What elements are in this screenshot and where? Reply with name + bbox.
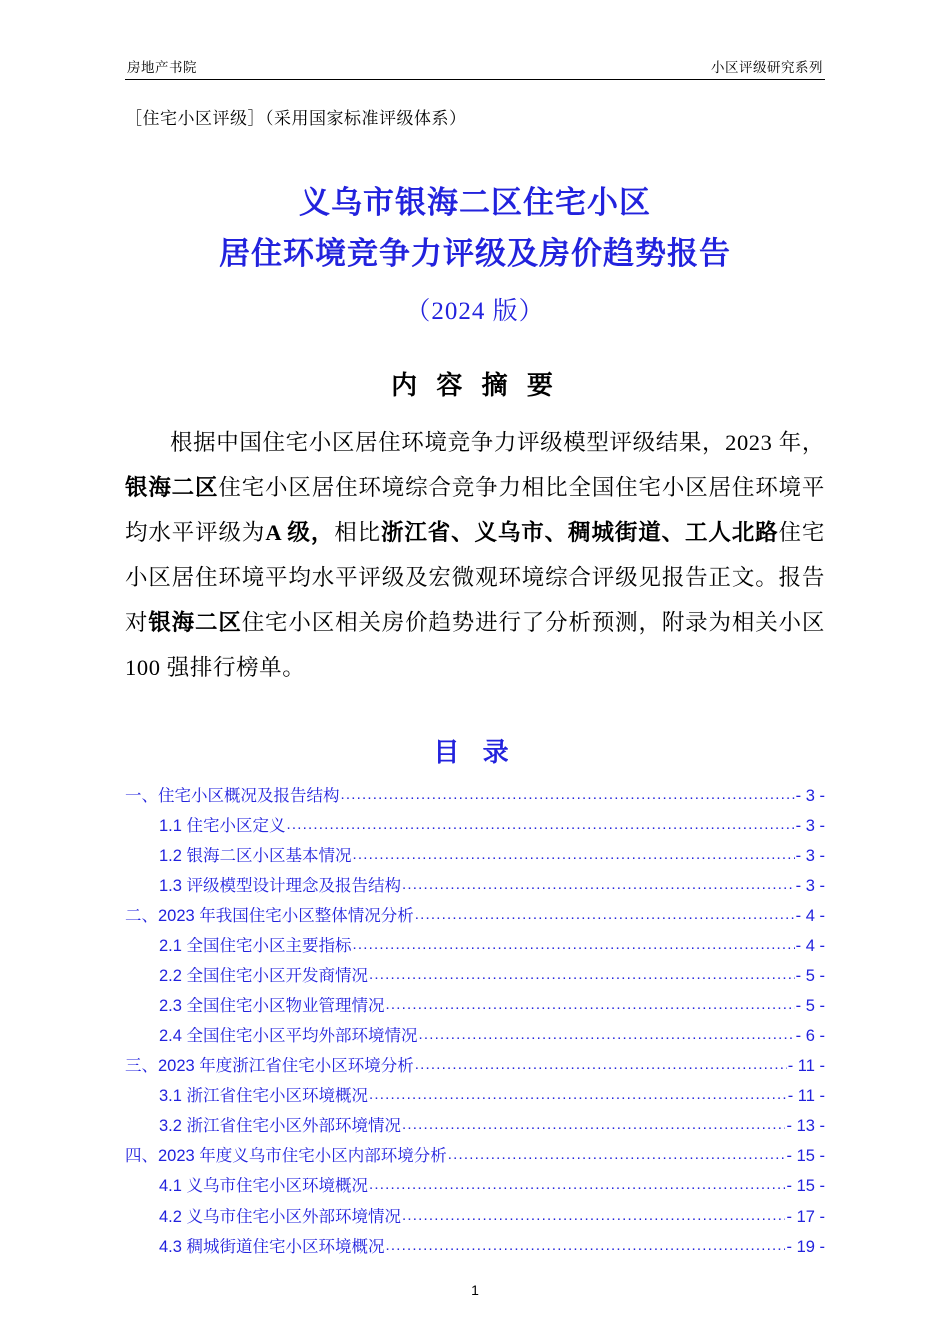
toc-leader-dots — [415, 1049, 787, 1079]
abstract-seg5: 相比 — [334, 520, 381, 546]
toc-leader-dots — [369, 1169, 785, 1199]
toc-leader-dots — [341, 779, 795, 809]
toc-entry-page: - 6 - — [795, 1027, 825, 1046]
toc-entry-page: - 17 - — [786, 1207, 825, 1226]
header-right-text: 小区评级研究系列 — [711, 60, 823, 75]
abstract-seg9: 住宅小区相关房价趋势进行了分析预测，附录为相关小区 100 强排行榜单。 — [125, 610, 825, 681]
toc-leader-dots — [415, 899, 795, 929]
toc-entry-label: 1.1 住宅小区定义 — [159, 817, 286, 836]
report-version: （2024 版） — [405, 298, 545, 326]
toc-leader-dots — [353, 839, 795, 869]
toc-entry-page: - 19 - — [786, 1237, 825, 1256]
toc-leader-dots — [402, 1200, 785, 1230]
toc-leader-dots — [369, 959, 795, 989]
abstract-seg4-bold: A 级， — [265, 520, 335, 546]
toc-entry-label: 2.4 全国住宅小区平均外部环境情况 — [159, 1027, 418, 1046]
toc-leader-dots — [419, 1019, 795, 1049]
toc-entry-page: - 5 - — [795, 997, 825, 1016]
toc-entry[interactable] — [125, 1141, 825, 1171]
toc-leader-dots — [402, 1109, 785, 1139]
toc-entry[interactable] — [125, 931, 825, 961]
toc-entry-page: - 3 - — [795, 847, 825, 866]
toc-entry-label: 三、2023 年度浙江省住宅小区环境分析 — [125, 1057, 414, 1076]
toc-entry-label: 3.1 浙江省住宅小区环境概况 — [159, 1087, 369, 1106]
abstract-seg8-bold: 银海二区 — [148, 610, 242, 636]
toc-entry-label: 二、2023 年我国住宅小区整体情况分析 — [125, 907, 414, 926]
abstract-seg1: 根据中国住宅小区居住环境竞争力评级模型评级结果，2023 年， — [170, 430, 825, 456]
toc-entry[interactable] — [125, 841, 825, 871]
toc-entry-label: 四、2023 年度义乌市住宅小区内部环境分析 — [125, 1147, 447, 1166]
toc-entry-label: 1.2 银海二区小区基本情况 — [159, 847, 352, 866]
toc-entry-page: - 15 - — [786, 1147, 825, 1166]
toc-entry-page: - 11 - — [787, 1057, 825, 1076]
toc-heading: 目 录 — [433, 737, 517, 768]
abstract-seg7: 住宅小区居住环境平均水平评级及宏微观环境综合评级见报告正文。报告对 — [125, 520, 825, 636]
toc-entry-page: - 4 - — [795, 907, 825, 926]
toc-leader-dots — [402, 869, 795, 899]
report-title-line2: 居住环境竞争力评级及房价趋势报告 — [219, 236, 731, 272]
toc-entry[interactable] — [125, 901, 825, 931]
toc-entry-page: - 3 - — [795, 787, 825, 806]
page-number: 1 — [471, 1282, 479, 1298]
toc-leader-dots — [353, 929, 795, 959]
toc-entry-page: - 4 - — [795, 937, 825, 956]
abstract-seg2-bold: 银海二区 — [125, 475, 219, 501]
toc-entry-label: 2.2 全国住宅小区开发商情况 — [159, 967, 369, 986]
report-category-line: ［住宅小区评级］（采用国家标准评级体系） — [125, 109, 467, 128]
toc-leader-dots — [448, 1139, 786, 1169]
running-header — [125, 56, 825, 80]
toc-entry-label: 4.3 稠城街道住宅小区环境概况 — [159, 1237, 385, 1256]
header-left-text: 房地产书院 — [127, 60, 197, 75]
toc-entry[interactable] — [125, 1021, 825, 1051]
toc-entry-label: 4.1 义乌市住宅小区环境概况 — [159, 1177, 369, 1196]
toc-entry[interactable] — [125, 871, 825, 901]
toc-entry-label: 一、住宅小区概况及报告结构 — [125, 787, 340, 806]
toc-entry[interactable] — [125, 1051, 825, 1081]
toc-entry-label: 4.2 义乌市住宅小区外部环境情况 — [159, 1207, 402, 1226]
table-of-contents — [125, 781, 825, 1261]
toc-entry[interactable] — [125, 1232, 825, 1262]
toc-entry[interactable] — [125, 1171, 825, 1201]
toc-entry[interactable] — [125, 1081, 825, 1111]
toc-entry[interactable] — [125, 1202, 825, 1232]
abstract-heading: 内 容 摘 要 — [391, 370, 559, 401]
toc-entry[interactable] — [125, 1111, 825, 1141]
toc-entry[interactable] — [125, 991, 825, 1021]
toc-entry-label: 1.3 评级模型设计理念及报告结构 — [159, 877, 402, 896]
abstract-seg3: 住宅小区居住环境综合竞争力相比全国住宅小区居住环境平均水平评级为 — [125, 475, 825, 546]
toc-entry-page: - 15 - — [786, 1177, 825, 1196]
toc-entry[interactable] — [125, 781, 825, 811]
title-block — [125, 177, 825, 327]
toc-leader-dots — [386, 1230, 786, 1260]
toc-entry[interactable] — [125, 811, 825, 841]
toc-entry-label: 2.1 全国住宅小区主要指标 — [159, 937, 352, 956]
abstract-seg6-bold: 浙江省、义乌市、稠城街道、工人北路 — [380, 520, 779, 546]
toc-leader-dots — [369, 1079, 787, 1109]
toc-entry[interactable] — [125, 961, 825, 991]
report-title-line1: 义乌市银海二区住宅小区 — [299, 185, 651, 220]
toc-entry-page: - 13 - — [786, 1117, 825, 1136]
toc-entry-label: 2.3 全国住宅小区物业管理情况 — [159, 997, 385, 1016]
toc-entry-page: - 11 - — [787, 1087, 825, 1106]
abstract-paragraph — [125, 420, 825, 690]
toc-leader-dots — [287, 809, 795, 839]
toc-entry-page: - 3 - — [795, 817, 825, 836]
toc-entry-label: 3.2 浙江省住宅小区外部环境情况 — [159, 1117, 402, 1136]
toc-entry-page: - 3 - — [795, 877, 825, 896]
toc-leader-dots — [386, 989, 795, 1019]
toc-entry-page: - 5 - — [795, 967, 825, 986]
